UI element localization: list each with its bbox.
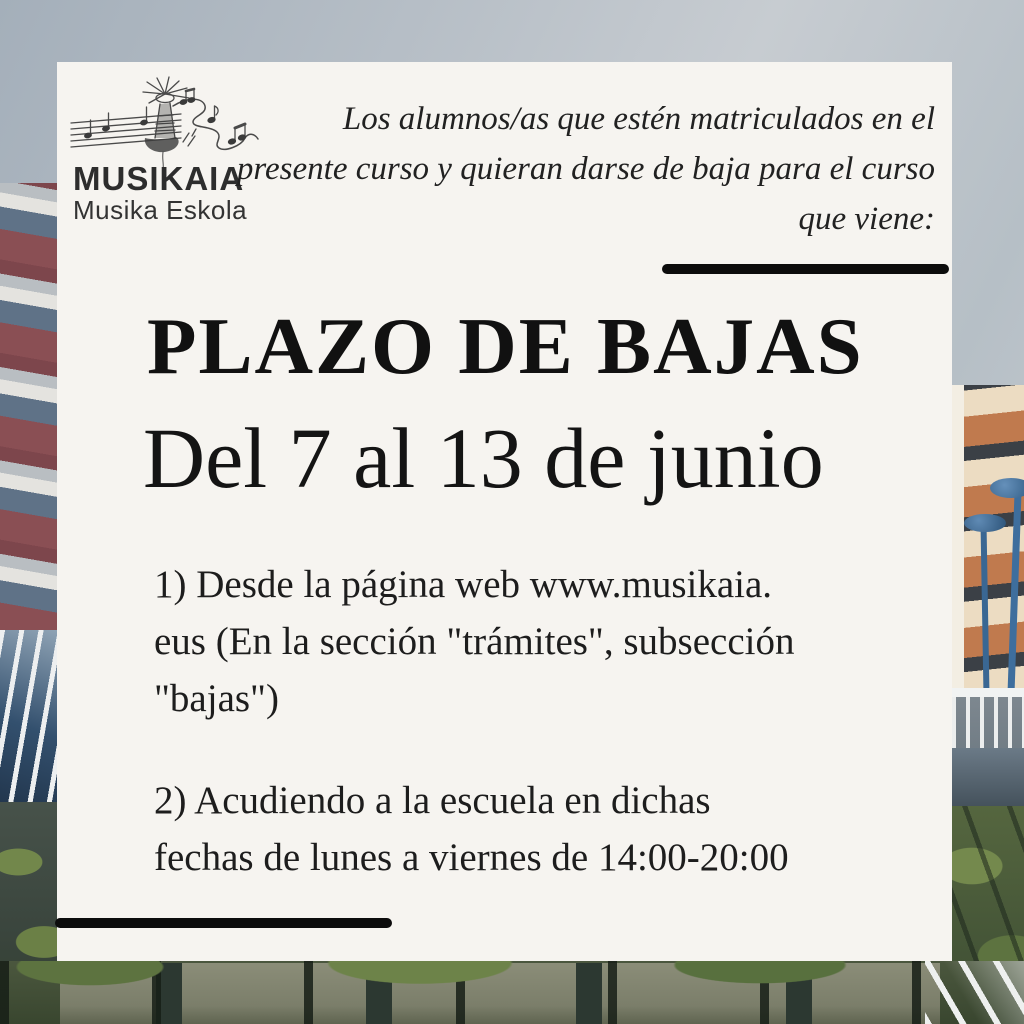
divider-bottom [55, 918, 392, 928]
logo-subtitle: Musika Eskola [73, 195, 248, 225]
divider-top [662, 264, 949, 274]
background-bottom-stair-railing [925, 961, 1024, 1024]
intro-line: que viene: [798, 201, 935, 237]
instruction-2 [154, 772, 789, 886]
background-walkway-railing-right [952, 688, 1024, 748]
background-stair-railing-left [0, 630, 57, 805]
poster-title: PLAZO DE BAJAS [147, 301, 864, 391]
background-bottom-trees [0, 961, 1024, 1024]
instruction-line: eus (En la sección "trámites", subsección [154, 620, 795, 663]
instruction-line: 2) Acudiendo a la escuela en dichas [154, 779, 711, 822]
logo-name: MUSIKAIA [73, 160, 245, 197]
street-lamp-icon [990, 478, 1024, 498]
intro-line: presente curso y quieran darse de baja para el curso [236, 151, 935, 187]
intro-paragraph [235, 94, 935, 244]
instruction-line: 1) Desde la página web www.musikaia. [154, 563, 773, 606]
instruction-line: "bajas") [154, 677, 279, 720]
street-lamp-icon [964, 514, 1006, 532]
poster-date-range: Del 7 al 13 de junio [143, 410, 824, 506]
background-bridge-band-right [952, 748, 1024, 806]
intro-line: Los alumnos/as que estén matriculados en el [342, 101, 935, 137]
poster-card [57, 62, 952, 961]
instruction-line: fechas de lunes a viernes de 14:00-20:00 [154, 836, 789, 879]
instruction-1 [154, 556, 794, 727]
background-building-left [0, 183, 57, 633]
